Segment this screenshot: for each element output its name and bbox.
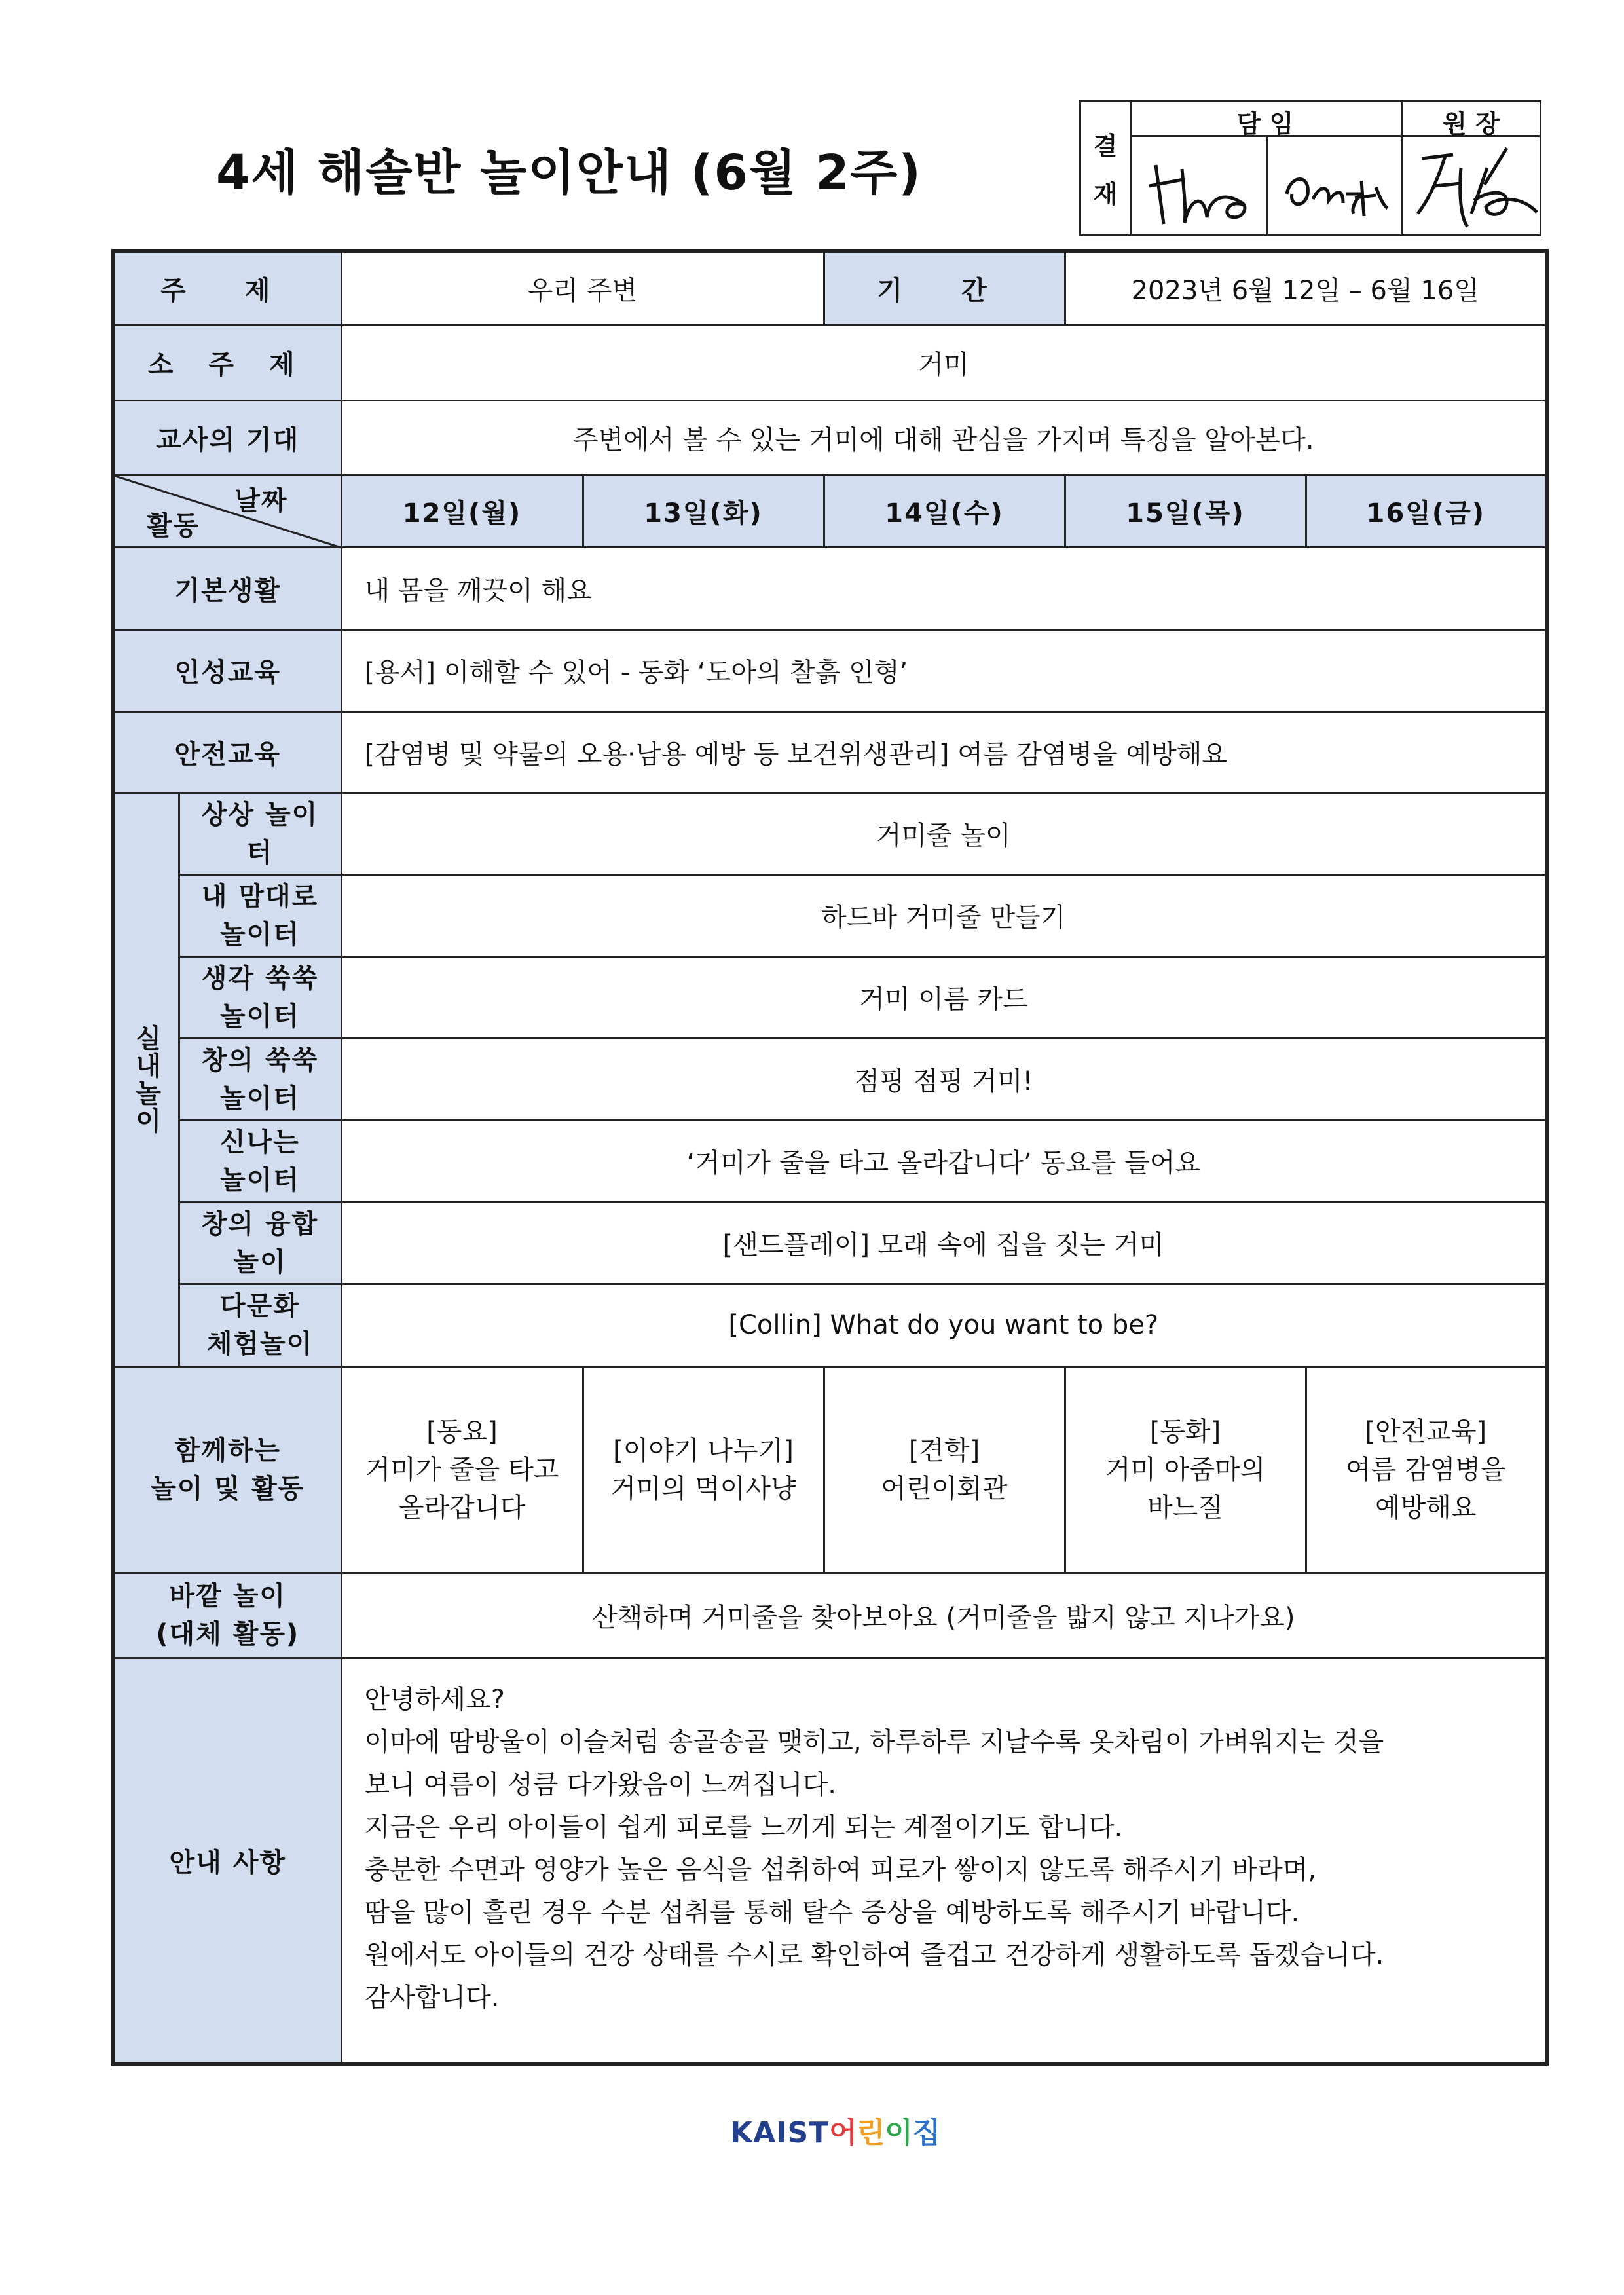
indoor-label-1: 상상 놀이터 [179,793,341,874]
indoor-label-5: 신나는 놀이터 [179,1120,341,1202]
approval-director-label: 원 장 [1443,109,1500,138]
indoor-label-3: 생각 쑥쑥 놀이터 [179,956,341,1038]
expect-label: 교사의 기대 [113,400,341,475]
approval-side-label-2: 재 [1093,180,1118,209]
approval-teacher-label: 담 임 [1236,109,1294,138]
character-value: [용서] 이해할 수 있어 - 동화 ‘도아의 찰흙 인형’ [341,629,1547,711]
notice-line: 땀을 많이 흘린 경우 수분 섭취를 통해 탈수 증상을 예방하도록 해주시기 바랍니다. [364,1897,1300,1928]
page-title: 4세 해솔반 놀이안내 (6월 2주) [216,145,922,201]
date-activity-corner [113,475,341,547]
notice-line: 안녕하세요? [364,1684,505,1715]
director-signature [1409,128,1540,233]
together-cell-5: [안전교육] 여름 감염병을 예방해요 [1306,1366,1547,1573]
theme-label: 주 제 [113,251,341,325]
together-cell-3: [견학] 어린이회관 [824,1366,1065,1573]
notice-content [341,1658,1547,2064]
outdoor-label: 바깥 놀이 (대체 활동) [113,1573,341,1658]
indoor-value-7: [Collin] What do you want to be? [341,1284,1547,1366]
period-label: 기 간 [824,251,1065,325]
approval-box [1079,100,1541,236]
day-header-2: 13일(화) [583,475,824,547]
weekly-play-table [111,249,1549,2066]
indoor-value-4: 점핑 점핑 거미! [341,1038,1547,1120]
day-header-4: 15일(목) [1065,475,1306,547]
teacher-signature-1 [1144,145,1255,231]
subtheme-label: 소 주 제 [113,325,341,400]
day-header-3: 14일(수) [824,475,1065,547]
notice-line: 감사합니다. [364,1982,500,2013]
indoor-label-6: 창의 융합 놀이 [179,1202,341,1284]
indoor-value-3: 거미 이름 카드 [341,956,1547,1038]
teacher-signature-2 [1278,148,1392,227]
kaist-kindergarten-logo: KAIST어린이집 [730,2116,941,2150]
notice-label: 안내 사항 [113,1658,341,2064]
approval-side-label-1: 결 [1093,132,1118,160]
together-label: 함께하는 놀이 및 활동 [113,1366,341,1573]
indoor-label-2: 내 맘대로 놀이터 [179,874,341,956]
basic-life-value: 내 몸을 깨끗이 해요 [341,547,1547,629]
indoor-label-7: 다문화 체험놀이 [179,1284,341,1366]
expect-value: 주변에서 볼 수 있는 거미에 대해 관심을 가지며 특징을 알아본다. [341,400,1547,475]
indoor-value-1: 거미줄 놀이 [341,793,1547,874]
notice-line: 지금은 우리 아이들이 쉽게 피로를 느끼게 되는 계절이기도 합니다. [364,1812,1123,1842]
outdoor-value: 산책하며 거미줄을 찾아보아요 (거미줄을 밟지 않고 지나가요) [341,1573,1547,1658]
notice-line: 충분한 수면과 영양가 높은 음식을 섭취하여 피로가 쌓이지 않도록 해주시기 바라며, [364,1854,1317,1885]
corner-activity-label: 활동 [147,510,200,541]
notice-line: 이마에 땀방울이 이슬처럼 송골송골 맺히고, 하루하루 지날수록 옷차림이 가벼워지는 것을 [364,1726,1384,1757]
basic-life-label: 기본생활 [113,547,341,629]
subtheme-value: 거미 [341,325,1547,400]
notice-line: 원에서도 아이들의 건강 상태를 수시로 확인하여 즐겁고 건강하게 생활하도록 돕겠습니다. [364,1939,1384,1970]
indoor-value-2: 하드바 거미줄 만들기 [341,874,1547,956]
together-cell-2: [이야기 나누기] 거미의 먹이사냥 [583,1366,824,1573]
theme-value: 우리 주변 [341,251,824,325]
together-cell-4: [동화] 거미 아줌마의 바느질 [1065,1366,1306,1573]
together-cell-1: [동요] 거미가 줄을 타고 올라갑니다 [341,1366,583,1573]
corner-date-label: 날짜 [234,485,288,516]
day-header-5: 16일(금) [1306,475,1547,547]
safety-label: 안전교육 [113,711,341,793]
period-value: 2023년 6월 12일 – 6월 16일 [1065,251,1547,325]
indoor-label-4: 창의 쑥쑥 놀이터 [179,1038,341,1120]
day-header-1: 12일(월) [341,475,583,547]
indoor-value-6: [샌드플레이] 모래 속에 집을 짓는 거미 [341,1202,1547,1284]
notice-line: 보니 여름이 성큼 다가왔음이 느껴집니다. [364,1769,836,1800]
indoor-group-label: 실내놀이 [113,793,179,1366]
safety-value: [감염병 및 약물의 오용·남용 예방 등 보건위생관리] 여름 감염병을 예방해요 [341,711,1547,793]
indoor-value-5: ‘거미가 줄을 타고 올라갑니다’ 동요를 들어요 [341,1120,1547,1202]
character-label: 인성교육 [113,629,341,711]
